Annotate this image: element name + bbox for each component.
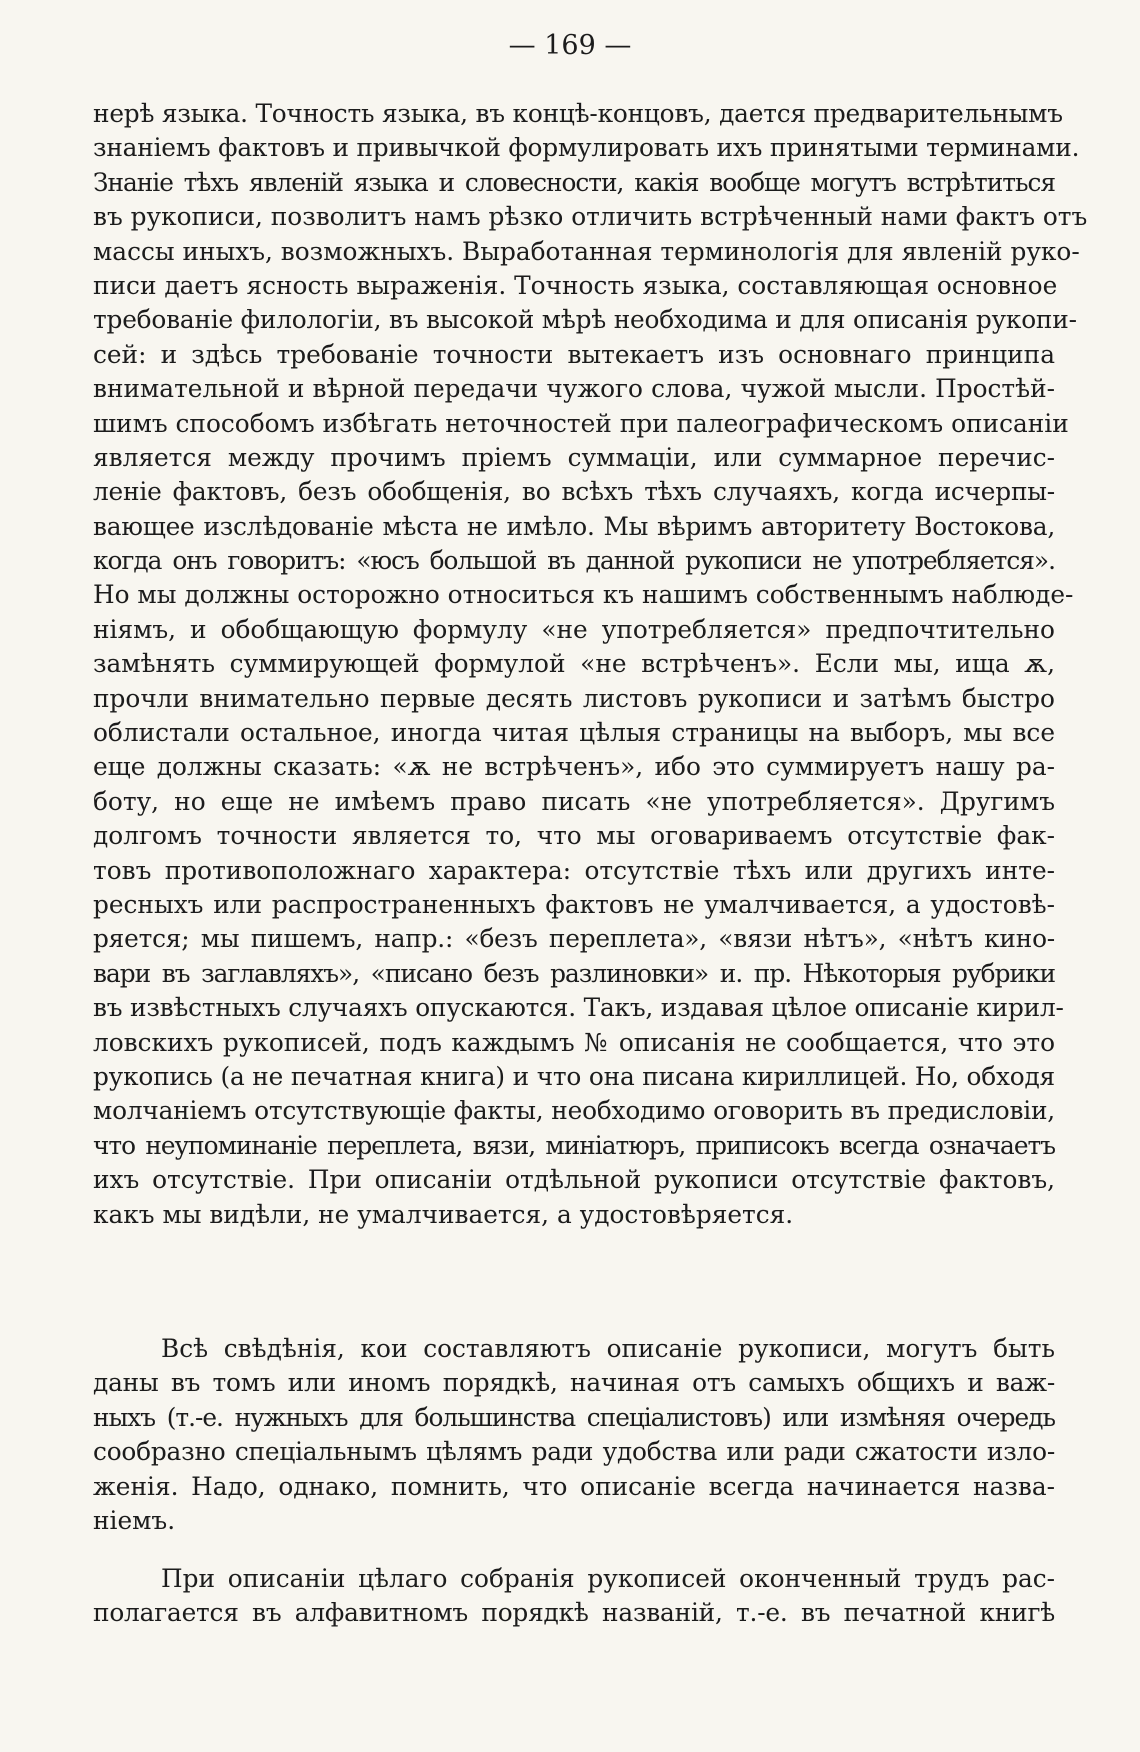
- text-line: знаніемъ фактовъ и привычкой формулировать ихъ принятыми терминами.: [93, 133, 1080, 163]
- text-line: писи даетъ ясность выраженія. Точность языка, составляющая основное: [93, 270, 1058, 300]
- text-line: сей: и здѣсь требованіе точности вытекаетъ изъ основнаго принципа: [93, 339, 1055, 369]
- text-line: товъ противоположнаго характера: отсутствіе тѣхъ или другихъ инте-: [93, 855, 1055, 885]
- text-line: ресныхъ или распространенныхъ фактовъ не умалчивается, а удостовѣ-: [93, 889, 1055, 919]
- text-line: долгомъ точности является то, что мы оговариваемъ отсутствіе фак-: [93, 821, 1055, 851]
- text-line: ніямъ, и обобщающую формулу «не употребляется» предпочтительно: [93, 614, 1055, 644]
- page-number: — 169 —: [508, 30, 632, 61]
- text-line: когда онъ говоритъ: «юсъ большой въ данной рукописи не употребляется».: [93, 546, 1055, 576]
- text-line: замѣнять суммирующей формулой «не встрѣченъ». Если мы, ища ѫ,: [93, 649, 1055, 679]
- text-line: даны въ томъ или иномъ порядкѣ, начиная отъ самыхъ общихъ и важ-: [93, 1368, 1055, 1398]
- text-line: вари въ заглавляхъ», «писано безъ разлиновки» и. пр. Нѣкоторыя рубрики: [93, 958, 1055, 988]
- text-line: что неупоминаніе переплета, вязи, миніатюръ, приписокъ всегда означаетъ: [93, 1130, 1055, 1160]
- text-line: требованіе филологіи, въ высокой мѣрѣ необходима и для описанія рукопи-: [93, 305, 1077, 335]
- paragraph-2: [93, 1332, 1055, 1538]
- text-line: въ извѣстныхъ случаяхъ опускаются. Такъ, издавая цѣлое описаніе кирил-: [93, 993, 1064, 1023]
- text-line: нерѣ языка. Точность языка, въ концѣ-концовъ, дается предварительнымъ: [93, 99, 1063, 128]
- text-line: ныхъ (т.-е. нужныхъ для большинства спеціалистовъ) или измѣняя очередь: [93, 1402, 1055, 1432]
- text-line: какъ мы видѣли, не умалчивается, а удостовѣряется.: [93, 1199, 794, 1229]
- text-line: въ рукописи, позволитъ намъ рѣзко отличить встрѣченный нами фактъ отъ: [93, 202, 1088, 232]
- text-line: вающее изслѣдованіе мѣста не имѣло. Мы вѣримъ авторитету Востокова,: [93, 511, 1055, 541]
- text-line: внимательной и вѣрной передачи чужого слова, чужой мысли. Простѣй-: [93, 374, 1055, 404]
- text-line: женія. Надо, однако, помнить, что описаніе всегда начинается назва-: [93, 1471, 1055, 1501]
- text-line: еще должны сказать: «ѫ не встрѣченъ», ибо это суммируетъ нашу ра-: [93, 752, 1055, 782]
- text-line: облистали остальное, иногда читая цѣлыя страницы на выборъ, мы все: [93, 718, 1055, 748]
- text-line: леніе фактовъ, безъ обобщенія, во всѣхъ тѣхъ случаяхъ, когда исчерпы-: [93, 477, 1055, 507]
- text-line: сообразно спеціальнымъ цѣлямъ ради удобства или ради сжатости изло-: [93, 1437, 1055, 1467]
- text-line: ніемъ.: [93, 1505, 176, 1535]
- text-line: ловскихъ рукописей, подъ каждымъ № описанія не сообщается, что это: [93, 1027, 1055, 1057]
- paragraph-1: [93, 97, 1088, 1232]
- paragraph-3: [93, 1562, 1055, 1631]
- text-line: При описаніи цѣлаго собранія рукописей оконченный трудъ рас-: [161, 1564, 1055, 1593]
- text-line: Знаніе тѣхъ явленій языка и словесности, какія вообще могутъ встрѣтиться: [93, 167, 1055, 197]
- text-line: шимъ способомъ избѣгать неточностей при палеографическомъ описаніи: [93, 408, 1069, 438]
- text-line: массы иныхъ, возможныхъ. Выработанная терминологія для явленій руко-: [93, 236, 1080, 266]
- text-line: Но мы должны осторожно относиться къ нашимъ собственнымъ наблюде-: [93, 580, 1074, 610]
- text-line: Всѣ свѣдѣнія, кои составляютъ описаніе рукописи, могутъ быть: [161, 1334, 1055, 1363]
- text-line: боту, но еще не имѣемъ право писать «не употребляется». Другимъ: [93, 786, 1055, 816]
- text-line: ряется; мы пишемъ, напр.: «безъ переплета», «вязи нѣтъ», «нѣтъ кино-: [93, 924, 1055, 954]
- text-line: ихъ отсутствіе. При описаніи отдѣльной рукописи отсутствіе фактовъ,: [93, 1165, 1055, 1195]
- text-line: является между прочимъ пріемъ суммаціи, или суммарное перечис-: [93, 442, 1055, 472]
- text-line: рукопись (а не печатная книга) и что она писана кириллицей. Но, обходя: [93, 1061, 1055, 1091]
- text-line: молчаніемъ отсутствующіе факты, необходимо оговорить въ предисловіи,: [93, 1096, 1055, 1126]
- text-line: полагается въ алфавитномъ порядкѣ названій, т.-е. въ печатной книгѣ: [93, 1598, 1055, 1628]
- text-line: прочли внимательно первые десять листовъ рукописи и затѣмъ быстро: [93, 683, 1055, 713]
